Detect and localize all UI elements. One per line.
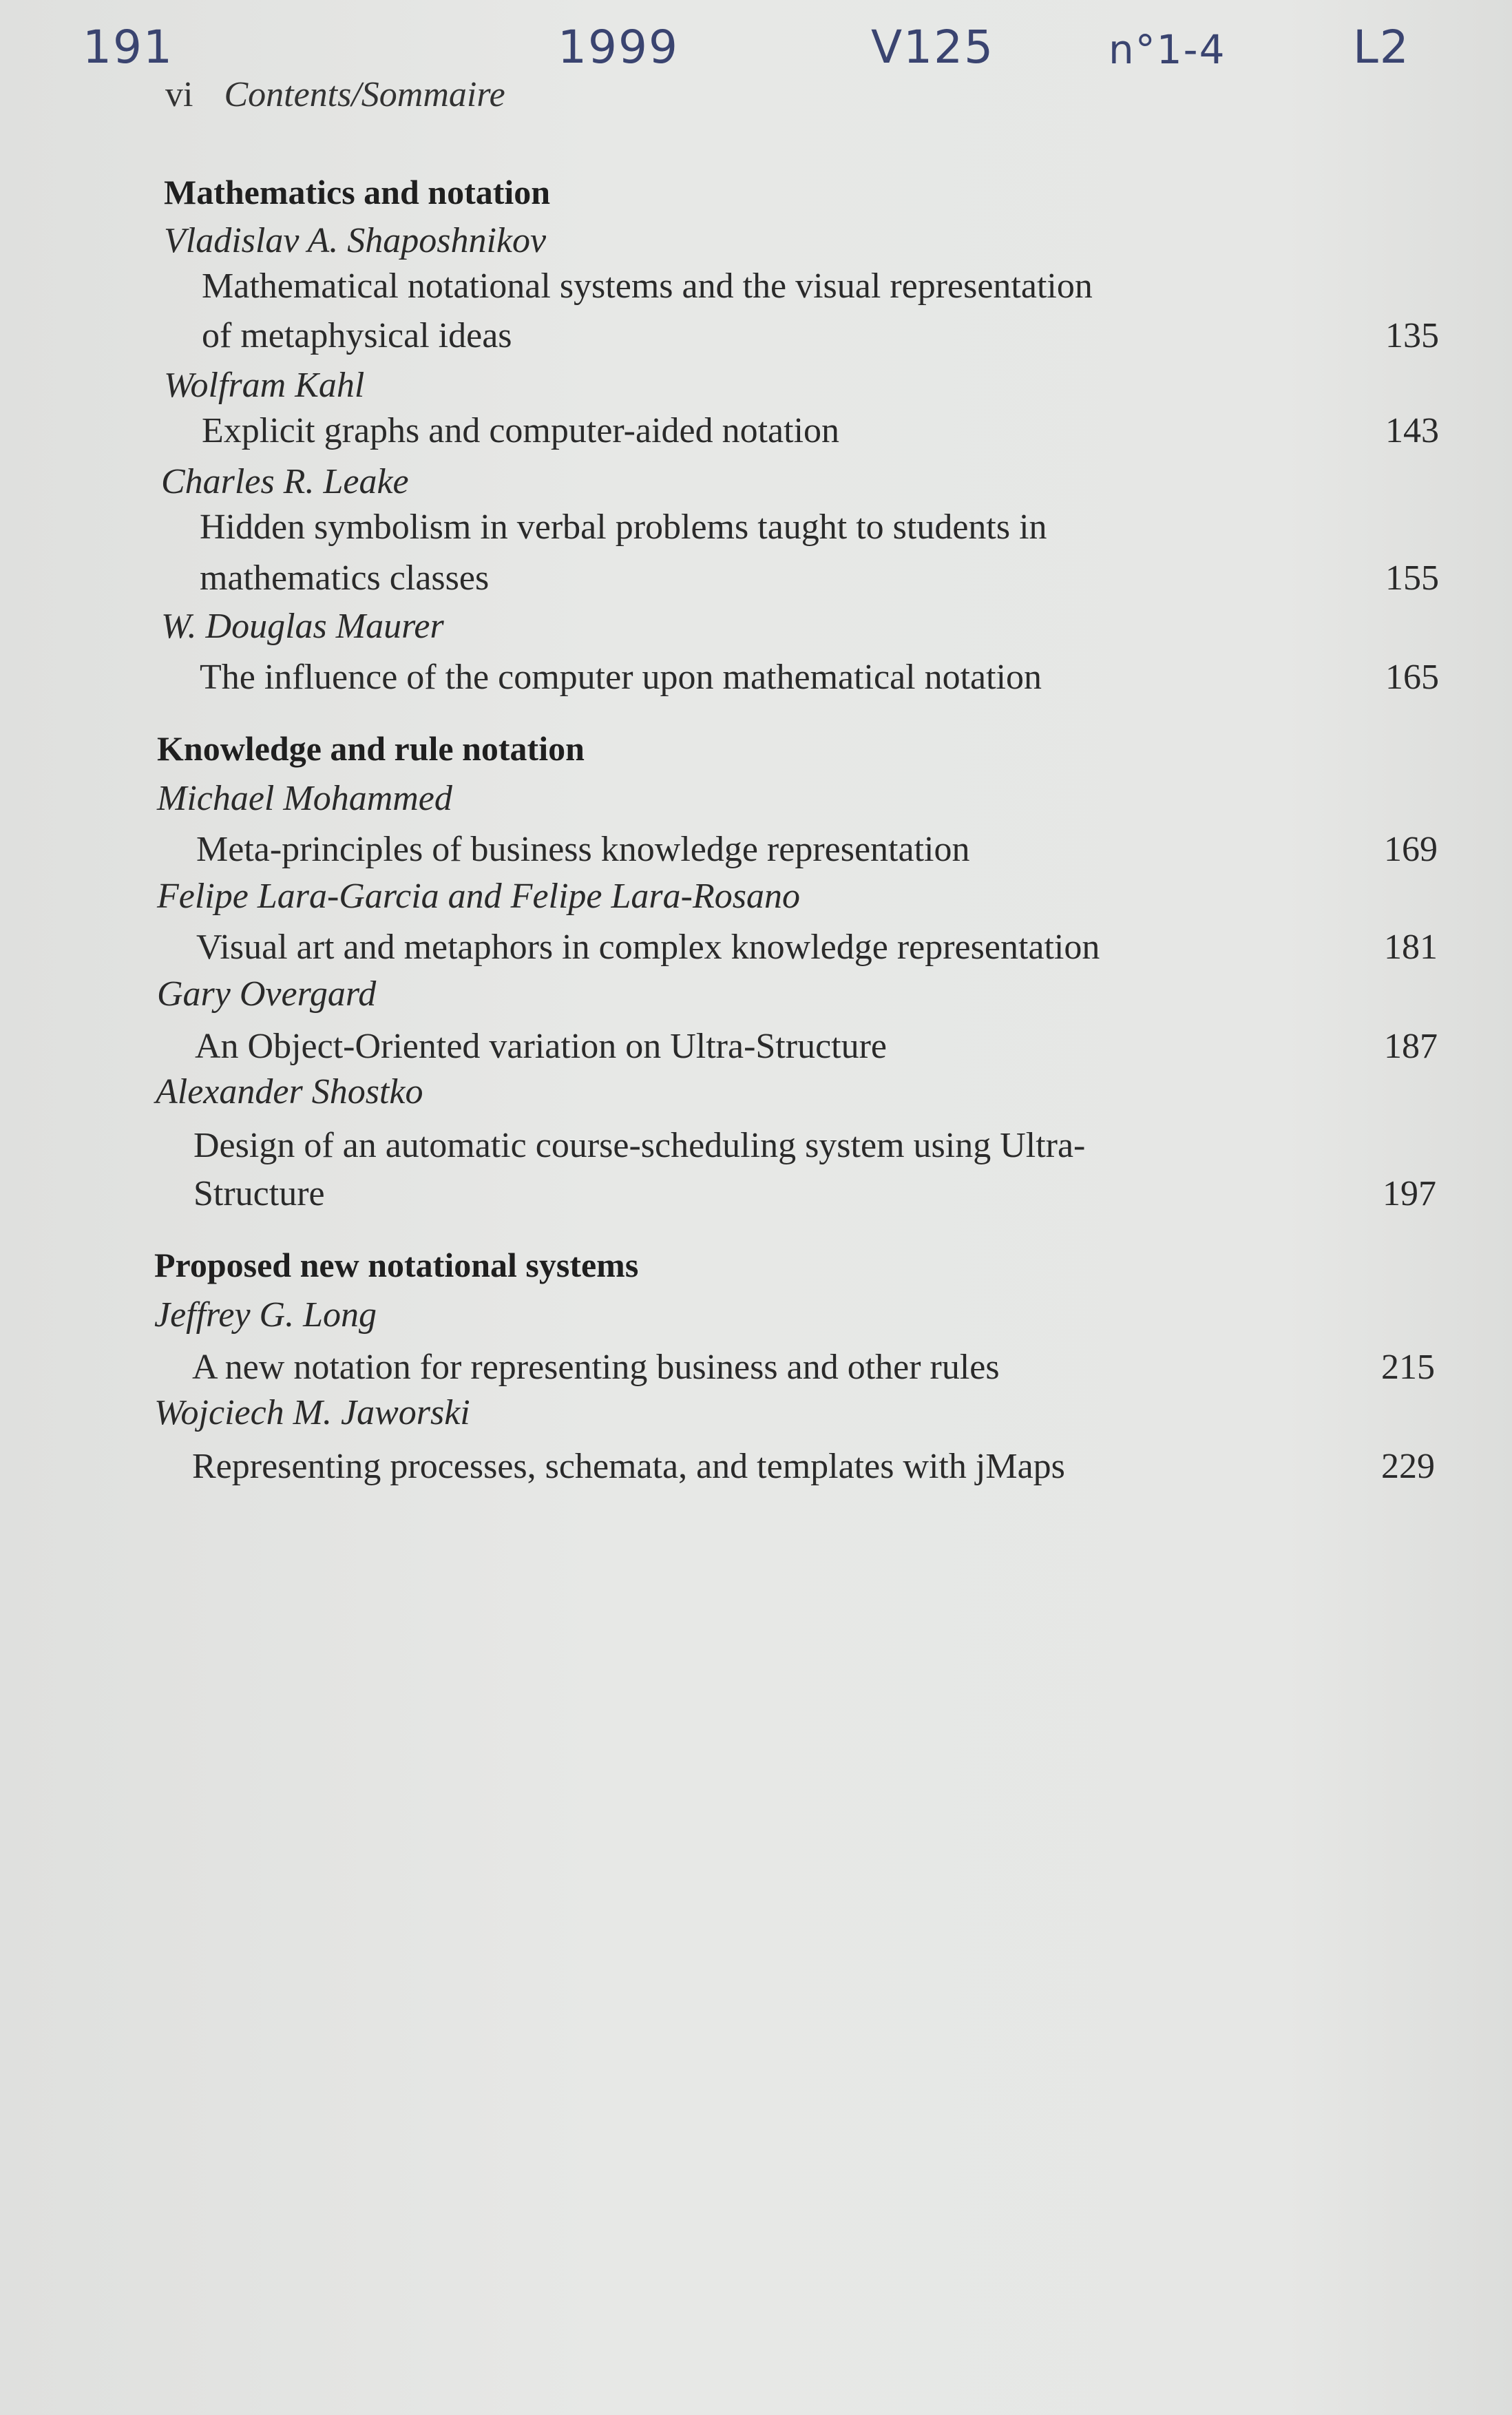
- entry-title-line: Representing processes, schemata, and templates with jMaps: [192, 1447, 1065, 1486]
- entry-title-line: Hidden symbolism in verbal problems taught to students in: [200, 508, 1047, 547]
- entry-author: Alexander Shostko: [156, 1072, 423, 1111]
- entry-title-line: Structure: [193, 1174, 325, 1213]
- entry-page-number: 181: [1384, 928, 1438, 967]
- entry-author: Charles R. Leake: [161, 462, 409, 501]
- entry-title-line: An Object-Oriented variation on Ultra-Structure: [195, 1027, 887, 1066]
- entry-page-number: 197: [1383, 1174, 1436, 1213]
- entry-title-line: of metaphysical ideas: [202, 316, 512, 355]
- entry-page-number: 143: [1385, 411, 1439, 450]
- entry-page-number: 187: [1384, 1027, 1438, 1066]
- entry-title-line: Design of an automatic course-scheduling system using Ultra-: [193, 1126, 1086, 1165]
- entry-page-number: 165: [1385, 658, 1439, 697]
- handwritten-volume: V125: [871, 21, 995, 74]
- entry-author: Gary Overgard: [157, 974, 377, 1014]
- running-head-title: Contents/Sommaire: [224, 75, 505, 114]
- entry-author: Michael Mohammed: [157, 779, 452, 818]
- entry-author: Wojciech M. Jaworski: [154, 1393, 470, 1432]
- handwritten-mark: L2: [1353, 21, 1410, 74]
- entry-page-number: 169: [1384, 830, 1438, 869]
- entry-page-number: 229: [1381, 1447, 1435, 1486]
- entry-title-line: mathematics classes: [200, 558, 490, 598]
- entry-title-line: Mathematical notational systems and the visual representation: [202, 266, 1093, 306]
- handwritten-issue: n°1-4: [1109, 26, 1226, 73]
- entry-author: Wolfram Kahl: [164, 366, 365, 405]
- entry-title-line: Explicit graphs and computer-aided notation: [202, 411, 840, 450]
- entry-page-number: 215: [1381, 1348, 1435, 1387]
- page-folio: vi: [165, 75, 193, 114]
- handwritten-ref: 191: [83, 21, 174, 74]
- entry-author: W. Douglas Maurer: [161, 607, 444, 646]
- section-heading: Proposed new notational systems: [154, 1246, 639, 1284]
- section-heading: Mathematics and notation: [164, 173, 551, 211]
- entry-title-line: Visual art and metaphors in complex knowledge representation: [196, 928, 1100, 967]
- entry-page-number: 155: [1385, 558, 1439, 598]
- handwritten-year: 1999: [558, 21, 679, 74]
- running-head: [165, 74, 505, 115]
- entry-page-number: 135: [1385, 316, 1439, 355]
- entry-title-line: A new notation for representing business and other rules: [192, 1348, 1000, 1387]
- entry-author: Jeffrey G. Long: [154, 1295, 377, 1335]
- section-heading: Knowledge and rule notation: [157, 729, 585, 768]
- entry-author: Vladislav A. Shaposhnikov: [164, 221, 547, 260]
- entry-author: Felipe Lara-Garcia and Felipe Lara-Rosano: [157, 877, 800, 916]
- entry-title-line: The influence of the computer upon mathematical notation: [200, 658, 1042, 697]
- entry-title-line: Meta-principles of business knowledge representation: [196, 830, 970, 869]
